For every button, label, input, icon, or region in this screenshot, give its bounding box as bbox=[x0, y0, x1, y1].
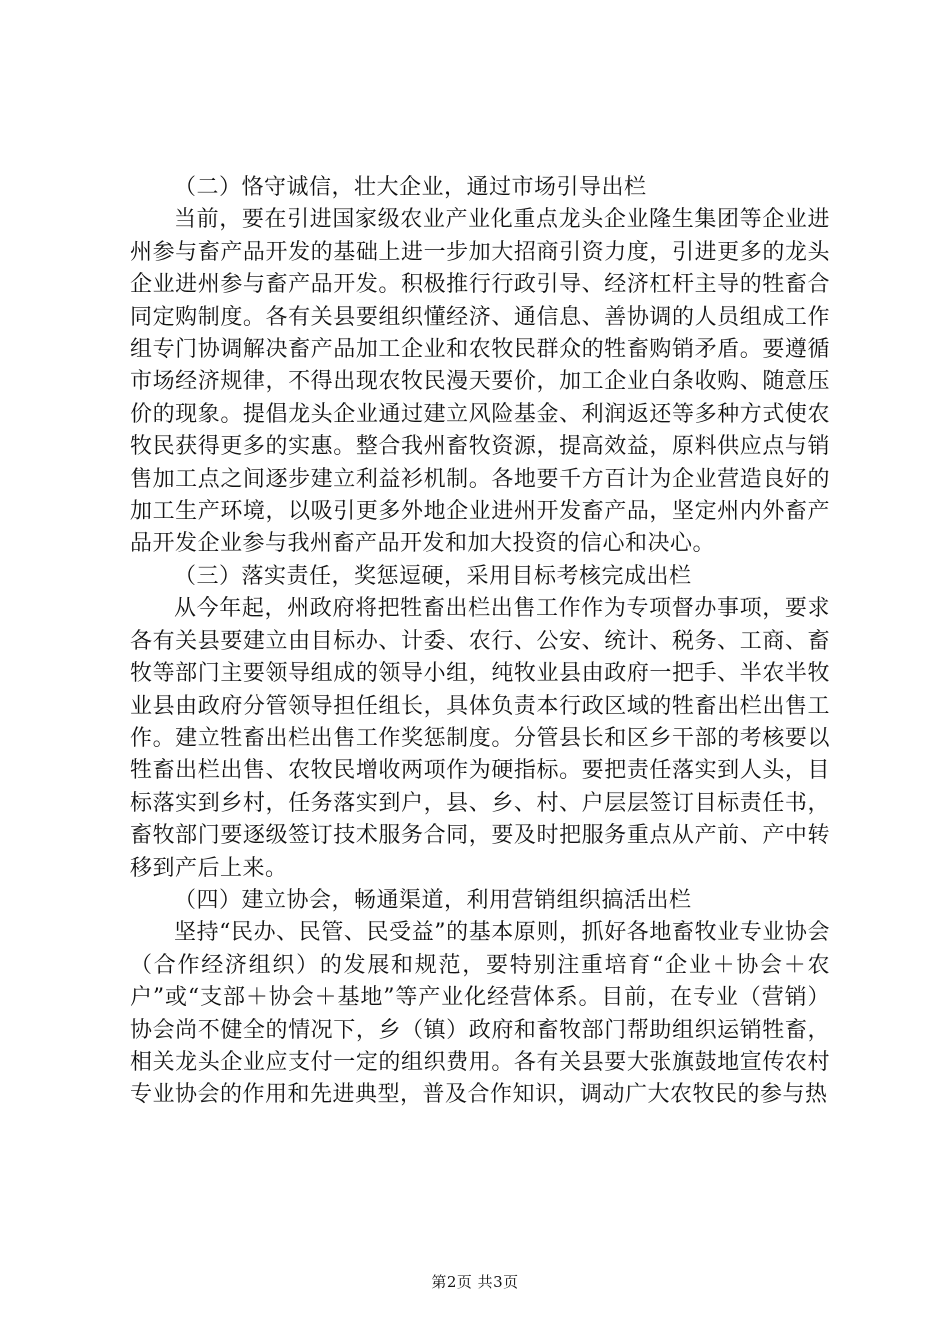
page-footer: 第2页 共3页 bbox=[431, 1273, 519, 1291]
section-heading-2: （二）恪守诚信，壮大企业，通过市场引导出栏 bbox=[174, 175, 647, 200]
section-heading-3: （三）落实责任，奖惩逗硬，采用目标考核完成出栏 bbox=[174, 563, 692, 589]
section-paragraph-2: 当前，要在引进国家级农业产业化重点龙头企业隆生集团等企业进州参与畜产品开发的基础上进一步加大招商引资力度，引进更多的龙头企业进州参与畜产品开发。积极推行行政引导、经济杠杆主导的牲畜合同定购制度。各有关县要组织懂经济、通信息、善协调的人员组成工作组专门协调解决畜产品加工企业和农牧民群众的牲畜购销矛盾。要遵循市场经济规律，不得出现农牧民漫天要价，加工企业白条收购、随意压价的现象。提倡龙头企业通过建立风险基金、利润返还等多种方式使农牧民获得更多的实惠。整合我州畜牧资源，提高效益，原料供应点与销售加工点之间逐步建立利益衫机制。各地要千方百计为企业营造良好的加工生产环境，以吸引更多外地企业进州开发畜产品，坚定州内外畜产品开发企业参与我州畜产品开发和加大投资的信心和决心。 bbox=[130, 207, 830, 557]
section-paragraph-4: 坚持“民办、民管、民受益”的基本原则，抓好各地畜牧业专业协会（合作经济组织）的发展和规范，要特别注重培育“企业＋协会＋农户”或“支部＋协会＋基地”等产业化经营体系。目前，在专业（营销）协会尚不健全的情况下，乡（镇）政府和畜牧部门帮助组织运销牲畜，相关龙头企业应支付一定的组织费用。各有关县要大张旗鼓地宣传农村专业协会的作用和先进典型，普及合作知识，调动广大农牧民的参与热 bbox=[130, 920, 830, 1108]
section-heading-4: （四）建立协会，畅通渠道，利用营销组织搞活出栏 bbox=[174, 887, 692, 913]
document-body bbox=[130, 172, 830, 1112]
section-paragraph-3: 从今年起，州政府将把牲畜出栏出售工作作为专项督办事项，要求各有关县要建立由目标办、计委、农行、公安、统计、税务、工商、畜牧等部门主要领导组成的领导小组，纯牧业县由政府一把手、半农半牧业县由政府分管领导担任组长，具体负责本行政区域的牲畜出栏出售工作。建立牲畜出栏出售工作奖惩制度。分管县长和区乡干部的考核要以牲畜出栏出售、农牧民增收两项作为硬指标。要把责任落实到人头，目标落实到乡村，任务落实到户，县、乡、村、户层层签订目标责任书，畜牧部门要逐级签订技术服务合同，要及时把服务重点从产前、产中转移到产后上来。 bbox=[130, 596, 830, 881]
